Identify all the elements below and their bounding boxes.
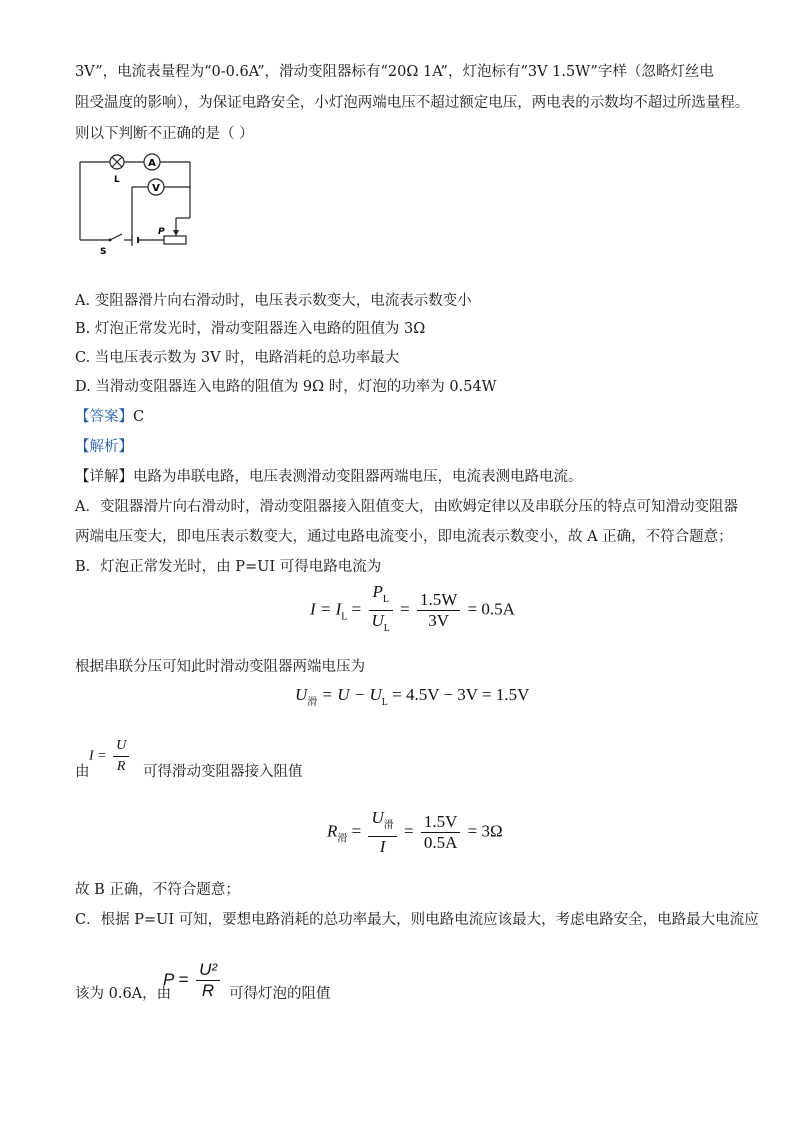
detail-tag: 【详解】: [75, 469, 133, 485]
switch-icon: [109, 234, 123, 242]
switch-label: S: [100, 247, 107, 257]
detail-b-line-1: B．灯泡正常发光时，由 P=UI 可得电路电流为: [75, 559, 382, 575]
formula-power: P = $\frac{\text{U²}}{R}$: [163, 960, 223, 1001]
detail-b-line-2: 根据串联分压可知此时滑动变阻器两端电压为: [75, 659, 365, 675]
option-a: A. 变阻器滑片向右滑动时，电压表示数变大，电流表示数变小: [75, 293, 472, 309]
detail-a-line-2: 两端电压变大，即电压表示数变大，通过电路电流变小，即电流表示数变小，故 A 正确，不符合题意；: [75, 529, 733, 545]
lamp-label: L: [114, 175, 120, 185]
rheostat-icon: [164, 236, 186, 244]
answer-value: C: [133, 409, 145, 425]
detail-b-conclusion: 故 B 正确，不符合题意；: [75, 882, 240, 898]
slider-label: P: [158, 227, 165, 237]
answer-tag: 【答案】: [75, 409, 133, 425]
ammeter-label: A: [148, 158, 156, 169]
detail-intro: 【详解】电路为串联电路，电压表测滑动变阻器两端电压，电流表测电路电流。: [75, 469, 583, 485]
slider-arrow-icon: [173, 230, 179, 236]
detail-c-line-1: C．根据 P=UI 可知，要想电路消耗的总功率最大，则电路电流应该最大，考虑电路安全，电路最大电流应: [75, 912, 759, 928]
option-b: B. 灯泡正常发光时，滑动变阻器连入电路的阻值为 3Ω: [75, 321, 426, 337]
detail-a-line-1: A．变阻器滑片向右滑动时，滑动变阻器接入阻值变大，由欧姆定律以及串联分压的特点可知滑动变阻器: [75, 499, 738, 515]
answer-line: [75, 407, 144, 427]
formula-resistance: $R_滑$ = $\frac{U_滑}{I}$ = $\frac{1.5V}{0.5A}$ = 3Ω: [327, 808, 503, 856]
option-d: D. 当滑动变阻器连入电路的阻值为 9Ω 时，灯泡的功率为 0.54W: [75, 379, 497, 395]
battery-icon: [132, 234, 138, 246]
formula-ohm: I = $\frac{U}{R}$: [89, 736, 132, 777]
question-line-1: 3V”，电流表量程为“0-0.6A”，滑动变阻器标有“20Ω 1A”，灯泡标有“3V 1.5W”字样（忽略灯丝电: [75, 64, 714, 80]
formula-current: $I = I_L$ = $\frac{P_L}{U_L}$ = $\frac{1.5W}{3V}$ = 0.5A: [310, 582, 515, 634]
analysis-tag: 【解析】: [75, 439, 133, 455]
question-line-2: 阻受温度的影响），为保证电路安全，小灯泡两端电压不超过额定电压，两电表的示数均不超过所选量程。: [75, 95, 750, 111]
formula-voltage: $U_滑 = U - U_L = 4.5V - 3V = 1.5V$: [295, 685, 530, 708]
question-line-3: 则以下判断不正确的是（ ）: [75, 126, 254, 142]
voltmeter-label: V: [152, 183, 160, 194]
lamp-icon: [110, 155, 124, 169]
circuit-diagram: [72, 150, 212, 260]
option-c: C. 当电压表示数为 3V 时，电路消耗的总功率最大: [75, 350, 400, 366]
